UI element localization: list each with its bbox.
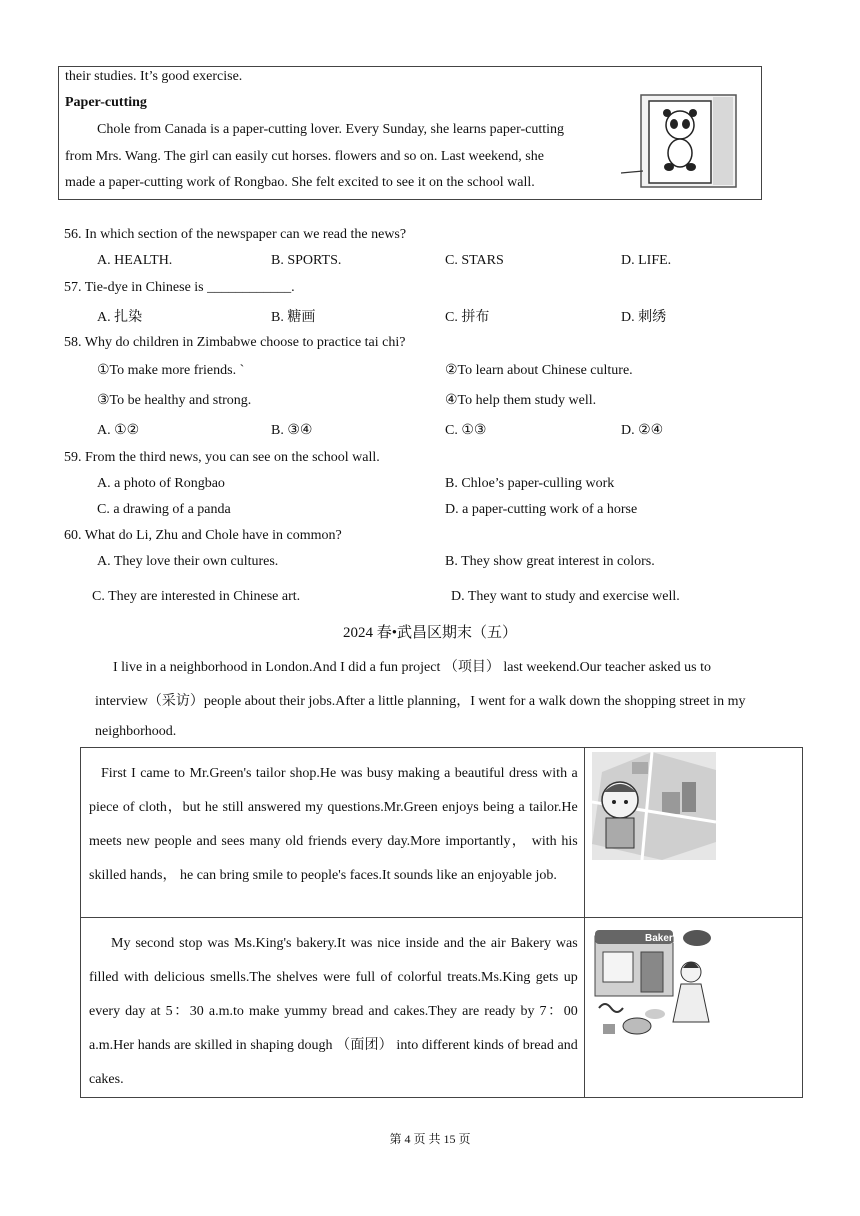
page-footer: 第 4 页 共 15 页 [389,1132,471,1146]
passage-line: from Mrs. Wang. The girl can easily cut horses. flowers and so on. Last weekend, she [65,149,544,164]
jobs-table [80,747,803,1098]
section-heading-paper-cutting: Paper-cutting [65,95,147,110]
section-title: 2024 春•武昌区期末（五） [342,625,517,641]
intro-line: neighborhood. [95,724,177,739]
passage-box [58,66,762,200]
option: D. ②④ [621,423,664,438]
choice: ③To be healthy and strong. [97,393,252,408]
option: B. ③④ [271,423,313,438]
intro-line: interview（采访）people about their jobs.After a little planning，I went for a walk down the shopping street in my [95,694,746,709]
town-map-icon [592,752,716,860]
choice: ④To help them study well. [445,393,597,408]
table-cell-image [584,918,802,1098]
option: D. LIFE. [621,253,672,268]
choice: ①To make more friends. ` [97,363,245,378]
option: B. Chloe’s paper-culling work [445,476,615,491]
rongbao-icon [619,91,749,191]
option: C. ①③ [445,423,487,438]
option: A. ①② [97,423,140,438]
option: A. a photo of Rongbao [97,476,225,491]
option: A. 扎染 [97,310,143,325]
passage-line: Chole from Canada is a paper-cutting lover. Every Sunday, she learns paper-cutting [97,122,564,137]
option: B. SPORTS. [271,253,342,268]
question-stem: 58. Why do children in Zimbabwe choose to practice tai chi? [64,335,406,350]
table-row [81,748,803,918]
choice: ②To learn about Chinese culture. [445,363,633,378]
tailor-illustration [592,752,716,865]
option: D. a paper-cutting work of a horse [445,502,638,517]
table-cell-text [81,748,585,918]
question-stem: 59. From the third news, you can see on the school wall. [64,450,380,465]
table-cell-text [81,918,585,1098]
tailor-paragraph: First I came to Mr.Green's tailor shop.He was busy making a beautiful dress with a piece of cloth，but he still answered my questions.Mr.Green enjoys being a tailor.He meets new people and sees many old friends every day.More importantly， with his skilled hands， he can bring smile to people's faces.It sounds like an enjoyable job. [89,766,578,883]
option: C. STARS [445,253,504,268]
option: D. They want to study and exercise well. [451,589,680,604]
option: A. HEALTH. [97,253,173,268]
option: D. 刺绣 [621,310,667,325]
option: B. They show great interest in colors. [445,554,655,569]
option: C. 拼布 [445,310,490,325]
passage-line: made a paper-cutting work of Rongbao. She felt excited to see it on the school wall. [65,175,535,190]
bakery-paragraph: My second stop was Ms.King's bakery.It was nice inside and the air Bakery was filled with delicious smells.The shelves were full of colorful treats.Ms.King gets up every day at 5：30 a.m.to make yummy bread and cakes.They are ready by 7：00 a.m.Her hands are skilled in shaping dough （面团） into different kinds of bread and cakes. [89,936,578,1087]
bakery-shop-icon [593,928,717,1046]
option: C. a drawing of a panda [97,502,231,517]
paper-cutting-image [619,91,749,191]
option: C. They are interested in Chinese art. [92,589,301,604]
intro-line: I live in a neighborhood in London.And I did a fun project （项目） last weekend.Our teacher asked us to [113,660,711,675]
question-stem: 56. In which section of the newspaper can we read the news? [64,227,407,242]
option: B. 糖画 [271,310,316,325]
svg-text:Bakery: Bakery [644,933,679,944]
passage-line: their studies. It’s good exercise. [65,69,243,84]
table-row [81,918,803,1098]
question-stem: 57. Tie-dye in Chinese is ____________. [64,280,295,295]
bakery-illustration [593,928,717,1051]
table-cell-image [584,748,802,918]
option: A. They love their own cultures. [97,554,279,569]
question-stem: 60. What do Li, Zhu and Chole have in common? [64,528,342,543]
